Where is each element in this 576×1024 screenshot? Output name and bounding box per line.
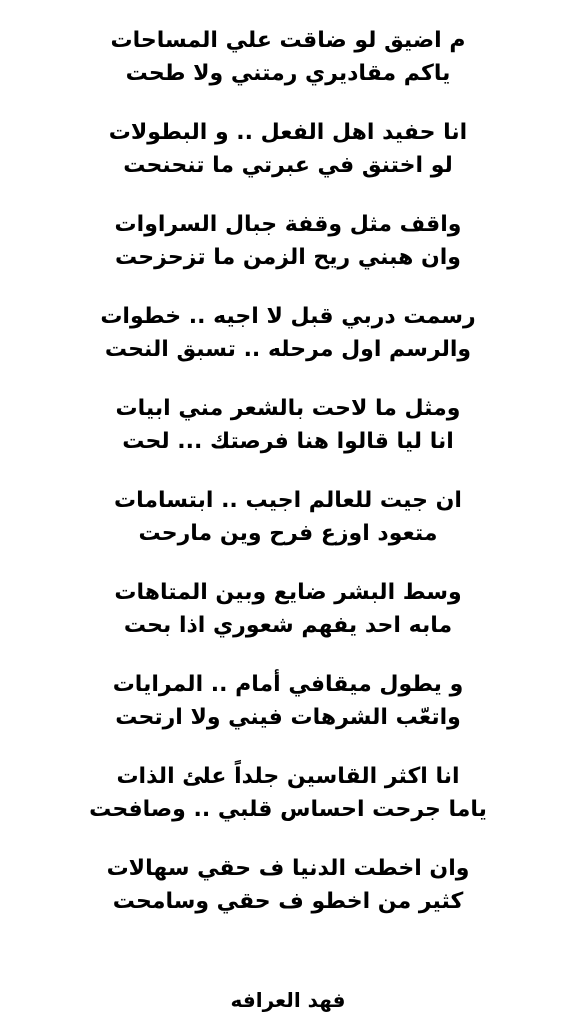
verse-line: واتعّب الشرهات فيني ولا ارتحت [115,705,461,730]
verse-line: وان اخطت الدنيا ف حقي سهالات [106,856,470,881]
verse-line: ومثل ما لاحت بالشعر مني ابيات [115,396,461,421]
poem [0,24,576,944]
stanza-6 [0,484,576,576]
verse-line: واقف مثل وقفة جبال السراوات [114,212,462,237]
stanza-5 [0,392,576,484]
verse-line: انا حفيد اهل الفعل .. و البطولات [108,120,468,145]
verse-line: والرسم اول مرحله .. تسبق النحت [104,337,472,362]
verse-line: انا ليا قالوا هنا فرصتك ... لحت [122,429,454,454]
verse-line: و يطول ميقافي أمام .. المرايات [112,672,464,697]
verse-line: ياما جرحت احساس قلبي .. وصافحت [89,797,487,822]
stanza-3 [0,208,576,300]
verse-line: وان هبني ريح الزمن ما تزحزحت [115,245,461,270]
stanza-8 [0,668,576,760]
verse-line: وسط البشر ضايع وبين المتاهات [114,580,462,605]
verse-line: ياكم مقاديري رمتني ولا طحت [125,61,451,86]
stanza-2 [0,116,576,208]
stanza-9 [0,760,576,852]
verse-line: رسمت دربي قبل لا اجيه .. خطوات [100,304,476,329]
author-signature: فهد العرافه [230,988,346,1012]
verse-line: كثير من اخطو ف حقي وسامحت [112,889,464,914]
verse-line: م اضيق لو ضاقت علي المساحات [110,28,466,53]
stanza-10 [0,852,576,944]
stanza-1 [0,24,576,116]
verse-line: متعود اوزع فرح وين مارحت [138,521,438,546]
verse-line: انا اكثر القاسين جلداً علئ الذات [116,764,460,789]
verse-line: لو اختنق في عبرتي ما تنحنحت [123,153,453,178]
stanza-4 [0,300,576,392]
verse-line: ان جيت للعالم اجيب .. ابتسامات [114,488,462,513]
verse-line: مابه احد يفهم شعوري اذا بحت [123,613,453,638]
stanza-7 [0,576,576,668]
